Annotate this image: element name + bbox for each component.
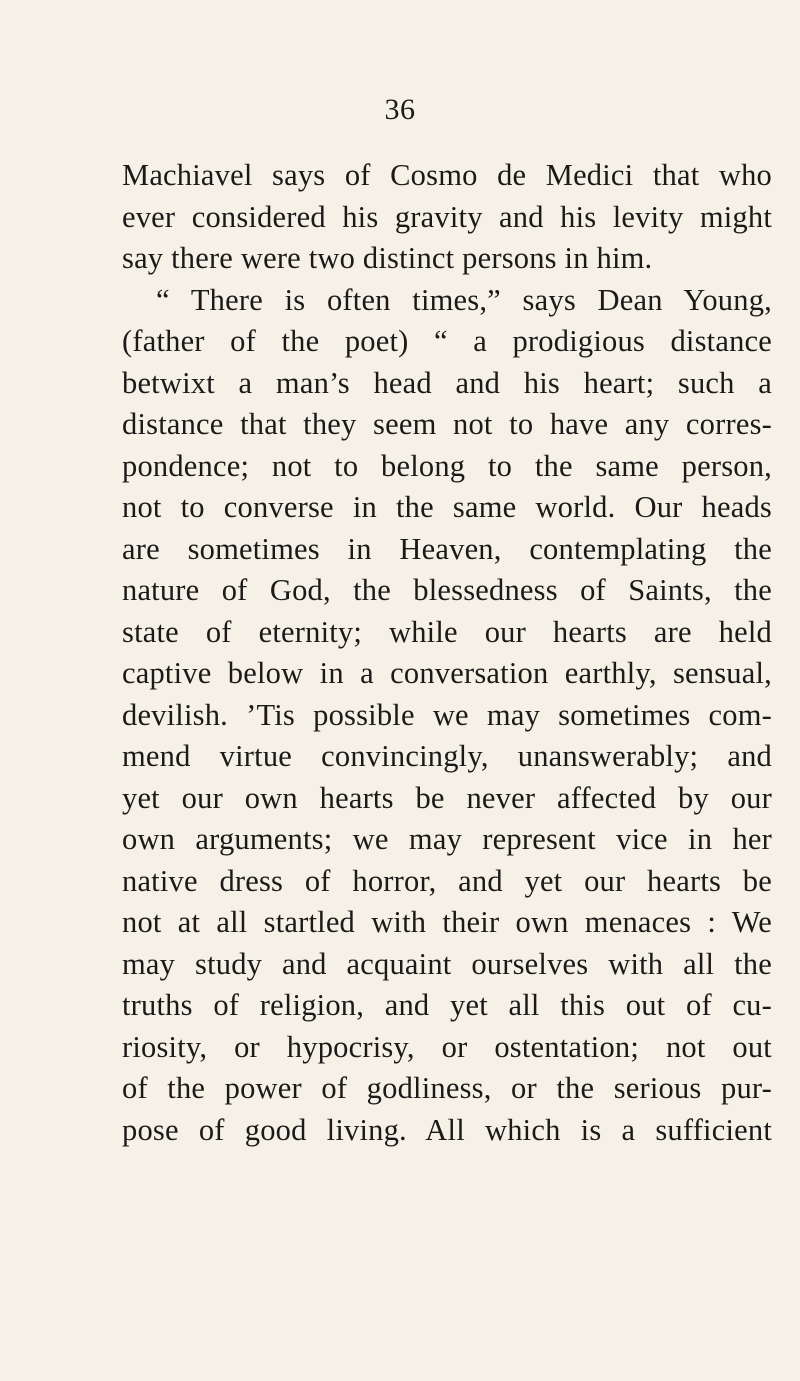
text-line: captive below in a conversation earthly, sensual, (122, 656, 772, 690)
text-line: riosity, or hypocrisy, or ostentation; not out (122, 1029, 772, 1064)
text-line: mend virtue convincingly, unanswerably; and (122, 739, 772, 773)
text-line: not to converse in the same world. Our heads (122, 490, 772, 524)
body-text (122, 155, 772, 1151)
text-line: pondence; not to belong to the same person, (122, 448, 772, 483)
text-line: “ There is often times,” says Dean Young, (156, 282, 772, 317)
text-line: state of eternity; while our hearts are held (122, 614, 772, 649)
text-line: (father of the poet) “ a prodigious distance (122, 324, 772, 358)
text-line: are sometimes in Heaven, contemplating the (122, 531, 772, 566)
text-line: of the power of godliness, or the serious pur- (122, 1071, 772, 1105)
text-line: betwixt a man’s head and his heart; such a (122, 365, 772, 400)
text-line: own arguments; we may represent vice in her (122, 822, 772, 856)
page-number: 36 (384, 93, 416, 126)
text-line: say there were two distinct persons in him. (122, 241, 653, 275)
text-line: distance that they seem not to have any corres- (122, 407, 772, 441)
text-line: nature of God, the blessedness of Saints, the (122, 573, 772, 607)
text-line: Machiavel says of Cosmo de Medici that who (122, 158, 772, 192)
text-line: pose of good living. All which is a sufficient (122, 1112, 772, 1147)
text-line: may study and acquaint ourselves with all the (122, 946, 772, 981)
text-line: devilish. ’Tis possible we may sometimes com- (122, 697, 772, 732)
text-line: yet our own hearts be never affected by our (122, 780, 772, 815)
text-line: native dress of horror, and yet our hearts be (122, 863, 772, 898)
text-line: truths of religion, and yet all this out of cu- (122, 988, 772, 1022)
text-line: ever considered his gravity and his levity might (122, 199, 772, 234)
text-line: not at all startled with their own menaces : We (122, 905, 772, 939)
